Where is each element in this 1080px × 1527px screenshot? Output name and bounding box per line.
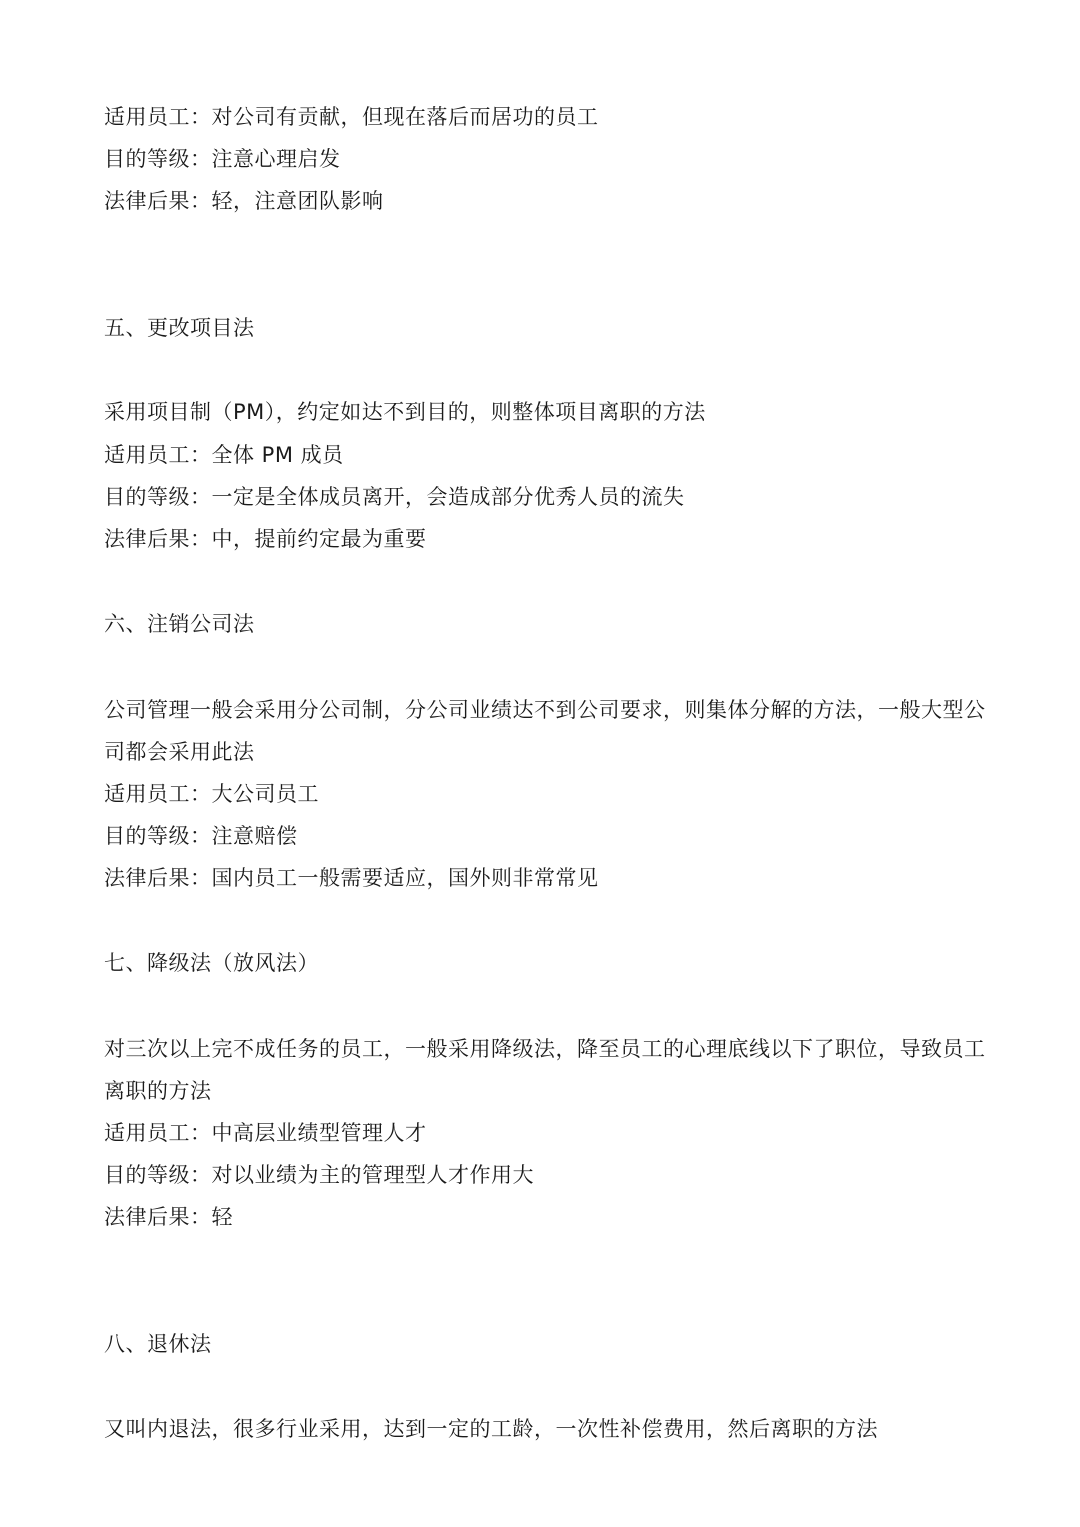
section5-level: 目的等级：一定是全体成员离开，会造成部分优秀人员的流失 <box>104 485 685 509</box>
section4-employees: 适用员工：对公司有贡献，但现在落后而居功的员工 <box>104 105 599 129</box>
section7-desc: 对三次以上完不成任务的员工，一般采用降级法，降至员工的心理底线以下了职位，导致员工离职的方法 <box>104 1037 986 1103</box>
section6-legal: 法律后果：国内员工一般需要适应，国外则非常常见 <box>104 866 599 890</box>
section5-employees: 适用员工：全体 PM 成员 <box>104 443 344 467</box>
section6-heading: 六、注销公司法 <box>104 612 255 636</box>
section4-level: 目的等级：注意心理启发 <box>104 147 341 171</box>
section4-legal: 法律后果：轻，注意团队影响 <box>104 189 384 213</box>
section8-heading: 八、退休法 <box>104 1332 212 1356</box>
section6-employees: 适用员工：大公司员工 <box>104 782 319 806</box>
section5-heading: 五、更改项目法 <box>104 316 255 340</box>
section7-level: 目的等级：对以业绩为主的管理型人才作用大 <box>104 1163 534 1187</box>
section8-desc: 又叫内退法，很多行业采用，达到一定的工龄，一次性补偿费用，然后离职的方法 <box>104 1417 878 1441</box>
section7-heading: 七、降级法（放风法） <box>104 951 319 975</box>
section5-desc: 采用项目制（PM），约定如达不到目的，则整体项目离职的方法 <box>104 400 706 424</box>
section5-legal: 法律后果：中，提前约定最为重要 <box>104 527 427 551</box>
section7-legal: 法律后果：轻 <box>104 1205 233 1229</box>
section7-employees: 适用员工：中高层业绩型管理人才 <box>104 1121 427 1145</box>
section6-desc: 公司管理一般会采用分公司制，分公司业绩达不到公司要求，则集体分解的方法，一般大型公司都会采用此法 <box>104 698 986 764</box>
section6-level: 目的等级：注意赔偿 <box>104 824 298 848</box>
